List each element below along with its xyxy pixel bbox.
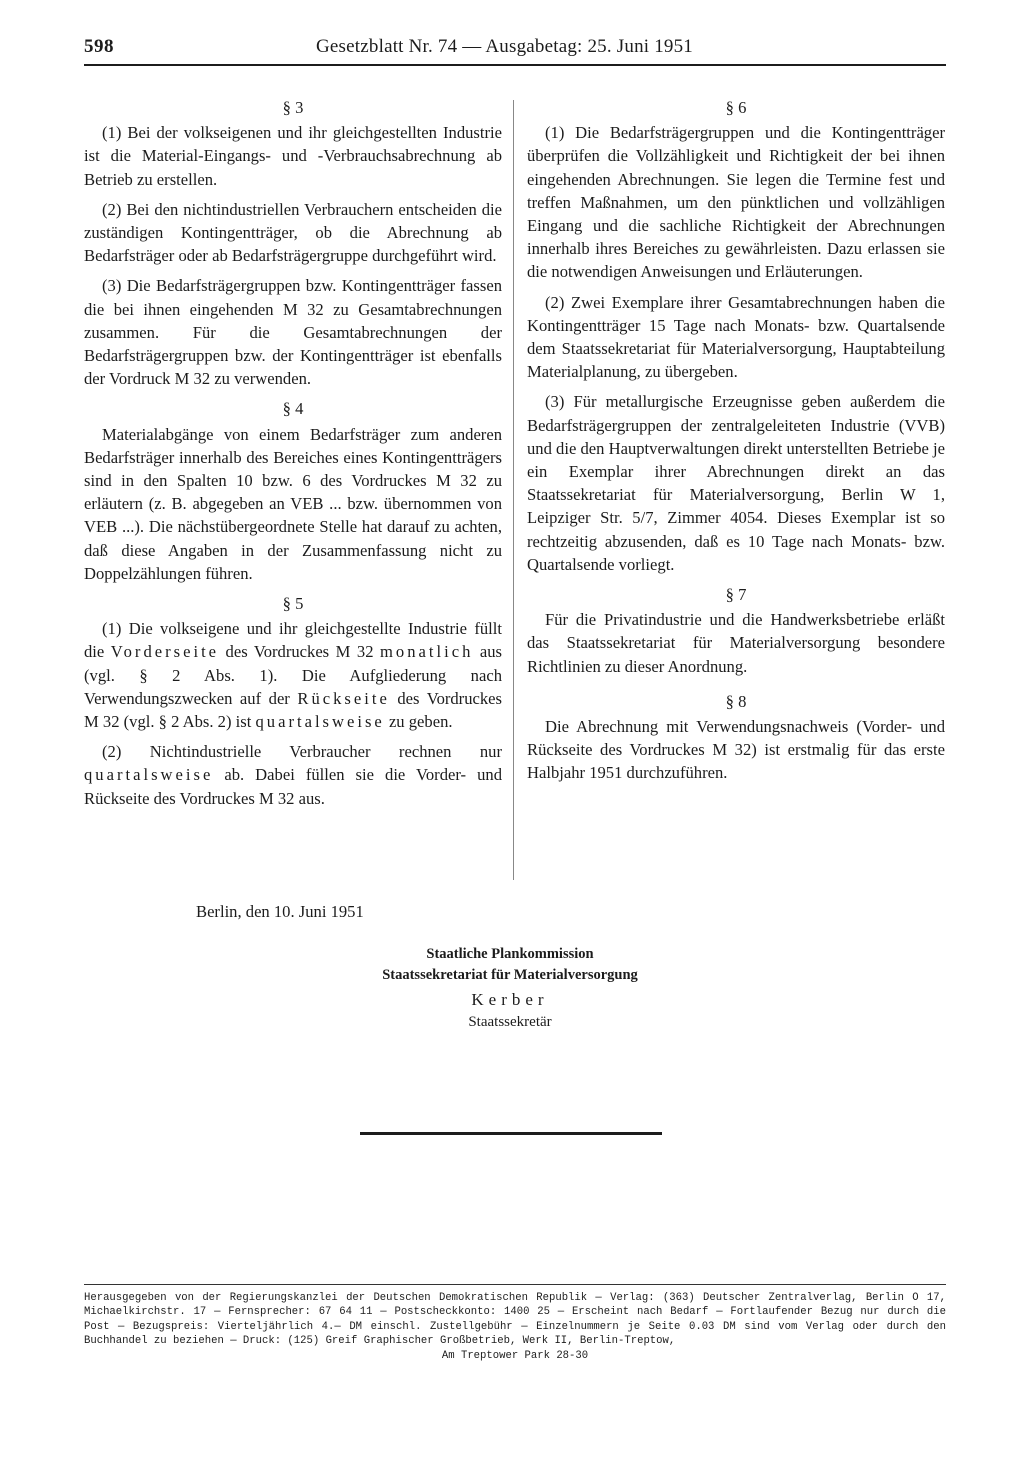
spaced-emphasis: Vorderseite	[110, 642, 220, 662]
section-8-paragraph-1: Die Abrechnung mit Verwendungsnachweis (Vorder- und Rückseite des Vordruckes M 32) ist erstmalig für das erste Halbjahr 1951 durchzuführen.	[527, 717, 945, 783]
footer-divider	[84, 1284, 946, 1285]
text-run: aus (vgl. § 2 Abs. 1). Die Aufgliederung nach Verwendungszwecken auf der	[84, 642, 502, 708]
header-divider	[84, 64, 946, 66]
imprint-text: Herausgegeben von der Regierungskanzlei der Deutschen Demokratischen Republik — Verlag: (363) Deutscher Zentralverlag, Berlin O 17, Michaelkirchstr. 17 — Fernsprecher: 67 64 11 — Postscheckkonto: 1400 25 — Erscheint nach Bedarf — Fortlaufender Bezug nur durch die Post — Bezugspreis: Vierteljährlich 4.— DM einschl. Zustellgebühr — Einzelnummern je Seite 0.03 DM sind vom Verlag oder durch den Buchhandel zu beziehen — Druck: (125) Greif Graphischer Großbetrieb, Werk II, Berlin-Treptow,	[84, 1292, 946, 1348]
right-column	[527, 96, 945, 792]
section-heading-7: § 7	[725, 585, 747, 605]
text-run: (1) Die volkseigene und ihr gleichgestellte Industrie füllt die	[84, 619, 502, 662]
signature-block	[300, 944, 720, 1033]
page-header	[84, 36, 946, 66]
spaced-emphasis: Rückseite	[297, 688, 390, 708]
text-run: des Vordruckes M 32 (vgl. § 2 Abs. 2) ist	[84, 688, 502, 732]
section-7-paragraph-1: Für die Privatindustrie und die Handwerksbetriebe erläßt das Staatssekretariat für Materialversorgung besondere Richtlinien zu dieser Anordnung.	[527, 610, 945, 676]
spaced-emphasis: quartalsweise	[84, 765, 214, 785]
imprint-address: Am Treptower Park 28-30	[441, 1349, 589, 1362]
text-run: des Vordruckes M 32	[219, 642, 381, 662]
section-6-paragraph-3: (3) Für metallurgische Erzeugnisse geben außerdem die Bedarfsträgergruppen der zentralgeleiteten Industrie (VVB) und die den Hauptverwaltungen direkt unterstellten Betriebe je ein Exemplar ihrer Abrechnungen direkt an das Staatssekretariat für Materialversorgung, Berlin W 1, Leipziger Str. 5/7, Zimmer 4054. Dieses Exemplar ist so rechtzeitig abzusenden, daß es 10 Tage nach Monats- bzw. Quartalsende vorliegt.	[527, 392, 945, 574]
section-5-paragraph-2	[84, 740, 502, 810]
section-6-paragraph-1: (1) Die Bedarfsträgergruppen und die Kontingentträger überprüfen die Vollzähligkeit und Richtigkeit der bei ihnen eingehenden Abrechnungen. Sie legen die Termine fest und treffen Maßnahmen, um den pünktlichen und vollzähligen Eingang und die sachliche Richtigkeit der Abrechnungen innerhalb ihres Bereiches zu gewährleisten. Dazu erlassen sie die notwendigen Anweisungen und Erläuterungen.	[527, 123, 945, 282]
page-header-title: Gesetzblatt Nr. 74 — Ausgabetag: 25. Juni 1951	[316, 36, 694, 57]
section-6-paragraph-2: (2) Zwei Exemplare ihrer Gesamtabrechnungen haben die Kontingentträger 15 Tage nach Monats- bzw. Quartalsende dem Staatssekretariat für Materialversorgung, Hauptabteilung Materialplanung, zu übergeben.	[527, 292, 945, 382]
place-and-date: Berlin, den 10. Juni 1951	[196, 902, 364, 921]
section-3-paragraph-1: (1) Bei der volkseigenen und ihr gleichgestellten Industrie ist die Material-Eingangs- und -Verbrauchsabrechnung ab Betrieb zu erstellen.	[84, 123, 502, 189]
section-heading-6: § 6	[725, 98, 747, 117]
spaced-emphasis: quartalsweise	[255, 712, 385, 732]
text-run: zu geben.	[384, 712, 453, 732]
publisher-imprint	[84, 1291, 946, 1363]
signatory-department: Staatssekretariat für Materialversorgung	[382, 967, 638, 983]
spaced-emphasis: monatlich	[380, 642, 474, 662]
section-heading-5: § 5	[282, 594, 304, 614]
end-of-text-rule	[360, 1132, 662, 1135]
text-run: ab. Dabei füllen sie die Vorder- und Rückseite des Vordruckes M 32 aus.	[84, 765, 502, 808]
section-heading-4: § 4	[282, 399, 304, 419]
left-column	[84, 96, 502, 817]
section-4-paragraph-1: Materialabgänge von einem Bedarfsträger zum anderen Bedarfsträger innerhalb des Bereiches eines Kontingentträgers sind in den Spalten 10 bzw. 6 des Vordruckes M 32 zu erläutern (z. B. abgegeben an VEB ... bzw. übernommen von VEB ...). Die nächstübergeordnete Stelle hat darauf zu achten, daß diese Angaben in der Zusammenfassung nicht zu Doppelzählungen führen.	[84, 424, 502, 583]
signatory-name: Kerber	[471, 990, 549, 1009]
section-5-paragraph-1	[84, 617, 502, 733]
column-divider	[513, 100, 514, 880]
section-heading-3: § 3	[282, 98, 304, 117]
section-3-paragraph-2: (2) Bei den nichtindustriellen Verbrauchern entscheiden die zuständigen Kontingentträger, ob die Abrechnung ab Bedarfsträger oder ab Bedarfsträgergruppe durchgeführt wird.	[84, 199, 502, 266]
section-heading-8: § 8	[725, 691, 747, 711]
signatory-organization: Staatliche Plankommission	[426, 946, 594, 962]
section-3-paragraph-3: (3) Die Bedarfsträgergruppen bzw. Kontingentträger fassen die bei ihnen eingehenden M 32 zu Gesamtabrechnungen zusammen. Für die Gesamtabrechnungen der Bedarfsträgergruppen bzw. der Kontingentträger ist ebenfalls der Vordruck M 32 zu verwenden.	[84, 276, 502, 389]
signatory-role: Staatssekretär	[468, 1014, 552, 1030]
page-number: 598	[84, 36, 114, 57]
text-run: (2) Nichtindustrielle Verbraucher rechnen nur	[102, 742, 502, 762]
